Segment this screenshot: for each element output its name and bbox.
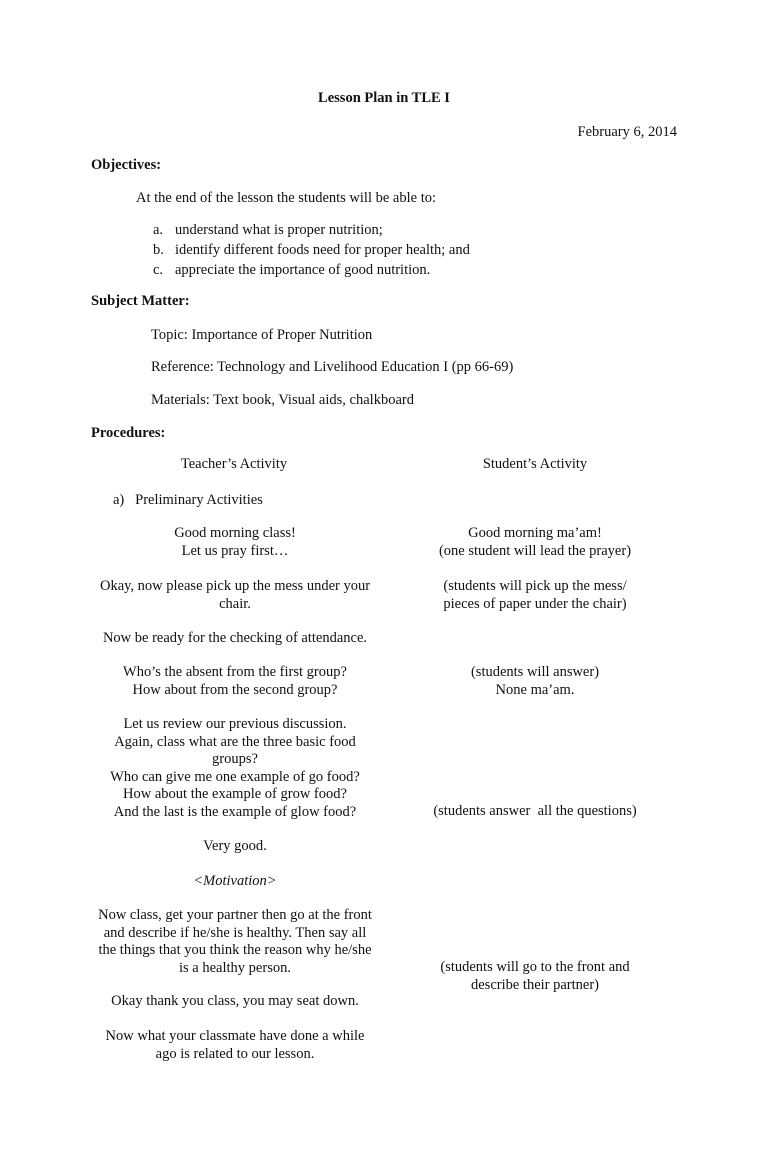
- motivation-label: <Motivation>: [193, 873, 277, 889]
- teacher-line: Now class, get your partner then go at the front: [98, 907, 372, 923]
- subject-topic: Topic: Importance of Proper Nutrition: [151, 327, 373, 343]
- objective-item: [153, 242, 470, 259]
- teacher-line: How about the example of grow food?: [123, 786, 347, 802]
- teacher-attendance: [90, 630, 380, 648]
- teacher-motivation: [90, 873, 380, 891]
- teacher-line: Now what your classmate have done a while: [105, 1028, 365, 1044]
- teacher-line: Let us pray first…: [181, 542, 289, 559]
- teacher-review: [90, 716, 380, 821]
- student-line: (students will answer): [470, 664, 600, 680]
- student-line: Good morning ma’am!: [468, 525, 602, 541]
- preliminary-activities-label: a) Preliminary Activities: [113, 492, 263, 508]
- teacher-thanks: [90, 993, 380, 1011]
- teacher-line: Again, class what are the three basic food: [114, 733, 356, 750]
- objective-letter: c.: [153, 262, 164, 278]
- teacher-greeting: [90, 525, 380, 560]
- teacher-line: Let us review our previous discussion.: [123, 716, 347, 732]
- teacher-partner: [90, 907, 380, 977]
- objectives-intro: At the end of the lesson the students will be able to:: [136, 190, 437, 206]
- objective-letter: b.: [153, 242, 164, 258]
- document-title: Lesson Plan in TLE I: [318, 90, 450, 106]
- document-date: February 6, 2014: [577, 124, 677, 140]
- student-absent: [420, 664, 650, 699]
- objectives-heading: Objectives:: [91, 157, 162, 173]
- objective-item: [153, 262, 430, 279]
- teacher-line: chair.: [219, 595, 251, 612]
- student-line: None ma’am.: [495, 681, 575, 698]
- teacher-line: Very good.: [203, 838, 267, 854]
- teacher-line: is a healthy person.: [179, 959, 291, 976]
- teacher-line: the things that you think the reason why he/she: [98, 942, 372, 958]
- teacher-related: [90, 1028, 380, 1063]
- teacher-line: Okay, now please pick up the mess under your: [99, 578, 371, 594]
- teacher-line: and describe if he/she is healthy. Then say all: [103, 924, 367, 941]
- student-line: (students will go to the front and: [440, 959, 630, 975]
- student-mess: [420, 578, 650, 613]
- subject-reference: Reference: Technology and Livelihood Education I (pp 66-69): [151, 359, 514, 375]
- student-line: (students answer all the questions): [433, 803, 637, 819]
- student-answer: [420, 803, 650, 821]
- student-line: pieces of paper under the chair): [443, 595, 627, 612]
- teacher-absent: [90, 664, 380, 699]
- teacher-line: Good morning class!: [174, 525, 296, 541]
- procedures-heading: Procedures:: [91, 425, 166, 441]
- subject-materials: Materials: Text book, Visual aids, chalkboard: [151, 392, 414, 408]
- objective-text: appreciate the importance of good nutrition.: [175, 262, 431, 278]
- student-front: [420, 959, 650, 994]
- teacher-line: Who’s the absent from the first group?: [123, 664, 347, 680]
- student-activity-header: Student’s Activity: [482, 456, 588, 472]
- student-line: describe their partner): [470, 976, 599, 993]
- teacher-line: And the last is the example of glow food?: [113, 803, 357, 820]
- teacher-line: Now be ready for the checking of attendance.: [102, 630, 368, 646]
- student-greeting: [420, 525, 650, 560]
- objective-text: identify different foods need for proper health; and: [175, 242, 470, 258]
- objective-text: understand what is proper nutrition;: [175, 222, 383, 238]
- teacher-mess: [90, 578, 380, 613]
- teacher-line: Okay thank you class, you may seat down.: [111, 993, 359, 1009]
- teacher-very-good: [90, 838, 380, 856]
- subject-matter-heading: Subject Matter:: [91, 293, 190, 309]
- teacher-line: How about from the second group?: [132, 681, 338, 698]
- teacher-line: groups?: [212, 751, 258, 767]
- teacher-line: Who can give me one example of go food?: [110, 768, 360, 785]
- teacher-line: ago is related to our lesson.: [155, 1045, 315, 1062]
- objective-letter: a.: [153, 222, 164, 238]
- student-line: (one student will lead the prayer): [438, 542, 632, 559]
- student-line: (students will pick up the mess/: [443, 578, 627, 594]
- objective-item: [153, 222, 383, 239]
- teacher-activity-header: Teacher’s Activity: [180, 456, 288, 472]
